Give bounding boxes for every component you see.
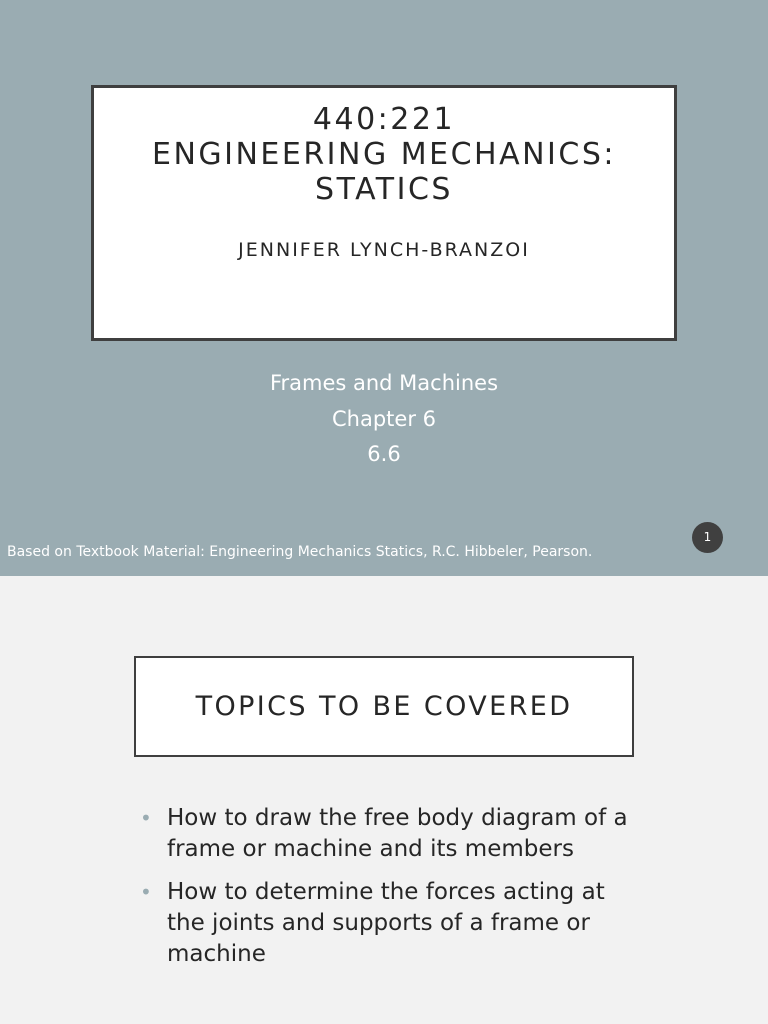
topics-title: TOPICS TO BE COVERED [195,691,573,722]
list-item-text: How to determine the forces acting at the joints and supports of a frame or machine [167,879,605,967]
topic-name: Frames and Machines [269,371,499,395]
list-item [140,803,640,865]
course-number: 440:221 [312,102,456,137]
list-item [140,877,640,970]
course-name-line-1: ENGINEERING MECHANICS: [151,137,616,172]
slide-subtitle [0,366,768,473]
course-name-line-2: STATICS [315,172,453,207]
bullet-icon: • [140,880,152,904]
topics-title-box [134,656,634,757]
chapter-label: Chapter 6 [332,406,436,431]
title-box [91,85,677,341]
bullet-icon: • [140,806,152,830]
source-note: Based on Textbook Material: Engineering Mechanics Statics, R.C. Hibbeler, Pearson. [7,544,593,560]
list-item-text: How to draw the free body diagram of a frame or machine and its members [167,805,628,862]
topics-slide [0,576,768,1024]
section-number: 6.6 [367,442,401,466]
author-name: JENNIFER LYNCH-BRANZOI [238,239,530,261]
course-title [94,102,674,207]
topics-list [140,803,640,982]
page-number-badge: 1 [692,522,723,553]
